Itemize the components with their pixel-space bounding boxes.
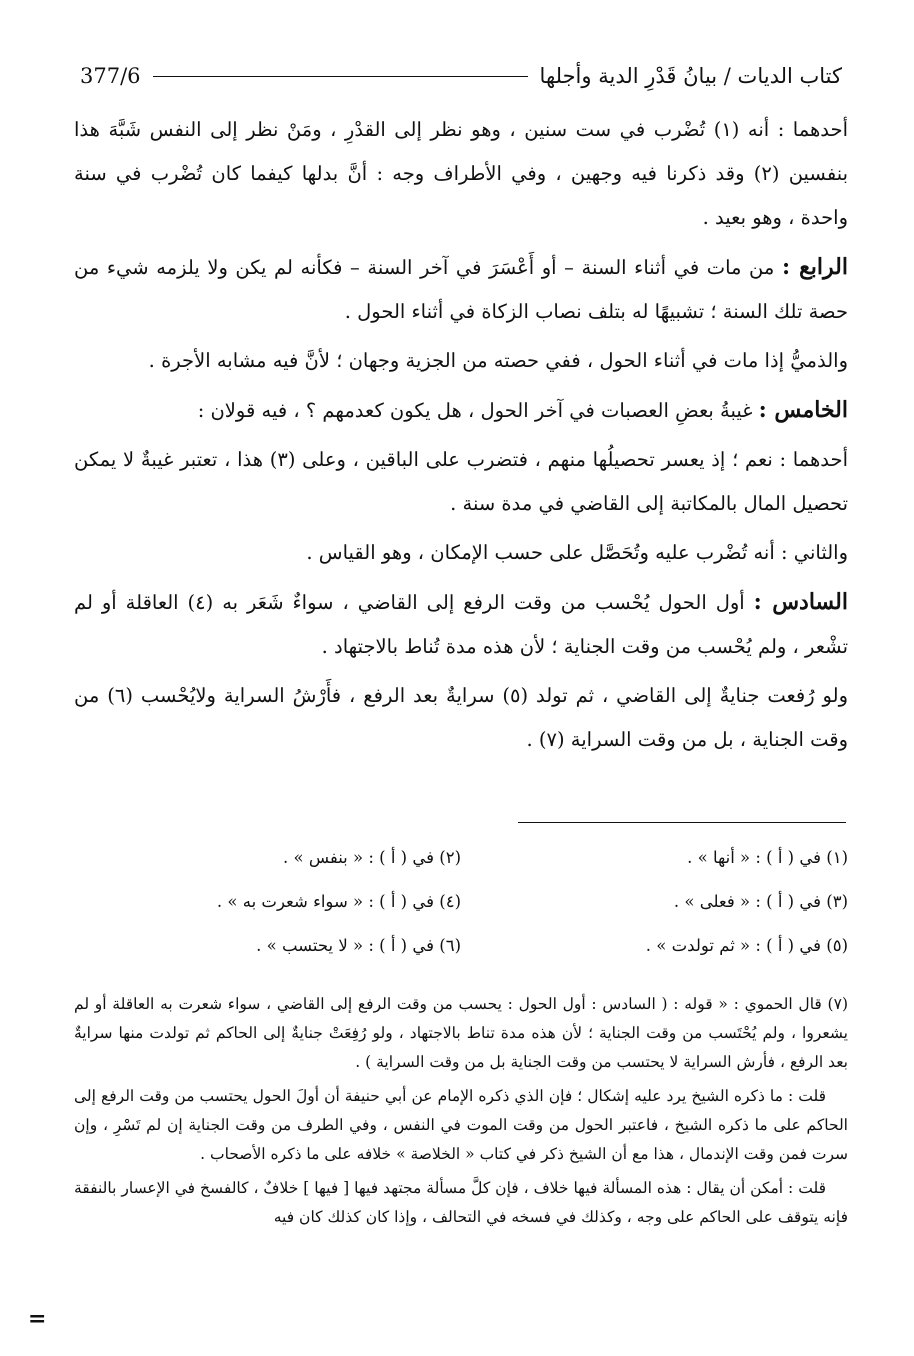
- paragraph-dhimmi: والذميُّ إذا مات في أثناء الحول ، ففي حصته من الجزية وجهان ؛ لأنَّ فيه مشابه الأجرة .: [148, 349, 848, 372]
- continuation-mark: =: [28, 1306, 47, 1332]
- paragraph-4th: [74, 245, 848, 334]
- paragraph-6th: [74, 580, 848, 669]
- footnote-7: (٧) قال الحموي : « قوله : ( السادس : أول الحول : يحسب من وقت الرفع إلى القاضي ، سواء شعرت به العاقلة أو لم يشعروا ، ولم يُحْتَسب من وقت الجناية ؛ لأن هذه مدة تناط بالاجتهاد ، ولو رُفِعَتْ جنايةٌ إلى الحاكم ثم تولدت منها سرايةٌ بعد الرفع ، فأرش السراية لا يحتسب من وقت الجناية بل من وقت السراية ) .: [74, 995, 848, 1071]
- footnote-3: (٣) في ( أ ) : « فعلى » .: [673, 892, 848, 911]
- paragraph-sirayah: ولو رُفعت جنايةٌ إلى القاضي ، ثم تولد (٥) سرايةٌ بعد الرفع ، فأَرْشُ السراية ولايُحْسب (٦) من وقت الجناية ، بل من وقت السراية (٧) .: [74, 684, 848, 751]
- paragraph-1: أحدهما : أنه (١) تُضْرب في ست سنين ، وهو نظر إلى القدْرِ ، ومَنْ نظر إلى النفس شَبَّهَ هذا بنفسين (٢) وقد ذكرنا فيه وجهين ، وفي الأطراف وجه : أنَّ بدلها كيفما كان تُضْرب في سنة واحدة ، وهو بعيد .: [74, 118, 849, 229]
- section-heading-4th: الرابع :: [781, 254, 848, 280]
- paragraph-second-opinion: والثاني : أنه تُضْرب عليه وتُحَصَّل على حسب الإمكان ، وهو القياس .: [306, 541, 848, 564]
- footnote-4: (٤) في ( أ ) : « سواء شعرت به » .: [216, 892, 461, 911]
- footnote-2: (٢) في ( أ ) : « بنفس » .: [282, 848, 461, 867]
- commentary-note-1: قلت : ما ذكره الشيخ يرد عليه إشكال ؛ فإن الذي ذكره الإمام عن أبي حنيفة أن أولَ الحول يحتسب من وقت الرفع إلى الحاكم على ما ذكره الشيخ ، فاعتبر الحول من وقت الموت في النفس ، وفي الطرف من وقت الجناية إن لم تَسْرِ ، وإن سرت فمن وقت الإندمال ، هذا مع أن الشيخ ذكر في كتاب « الخلاصة » خلافه على ما ذكره الأصحاب .: [74, 1087, 848, 1163]
- section-heading-5th: الخامس :: [758, 397, 848, 423]
- running-header: [80, 58, 842, 94]
- paragraph-6th-text: أول الحول يُحْسب من وقت الرفع إلى القاضي ، سواءٌ شَعَر به (٤) العاقلة أو لم تشْعر ، ولم يُحْسب من وقت الجناية ؛ لأن هذه مدة تُناط بالاجتهاد .: [74, 591, 848, 658]
- paragraph-4th-text: من مات في أثناء السنة – أو أَعْسَرَ في آخر السنة – فكأنه لم يكن ولا يلزمه شيء من حصة تلك السنة ؛ تشبيهًا له بتلف نصاب الزكاة في أثناء الحول .: [74, 256, 848, 323]
- footnote-6: (٦) في ( أ ) : « لا يحتسب » .: [256, 936, 461, 955]
- footnote-commentary: [74, 990, 848, 1237]
- paragraph-5th-text: غيبةُ بعضِ العصبات في آخر الحول ، هل يكون كعدمهم ؟ ، فيه قولان :: [197, 399, 753, 422]
- paragraph-first-opinion: أحدهما : نعم ؛ إذ يعسر تحصيلُها منهم ، فتضرب على الباقين ، وعلى (٣) هذا ، تعتبر غيبةٌ لا يمكن تحصيل المال بالمكاتبة إلى القاضي في مدة سنة .: [74, 448, 848, 515]
- page-number: 377/6: [80, 64, 141, 88]
- footnote-1: (١) في ( أ ) : « أنها » .: [687, 848, 848, 867]
- running-title: كتاب الديات / بيانُ قَدْرِ الدية وأجلها: [539, 64, 842, 88]
- header-rule: [153, 76, 528, 77]
- section-heading-6th: السادس :: [753, 589, 848, 615]
- paragraph-5th: [74, 388, 848, 433]
- footnote-variants: [74, 840, 848, 964]
- main-text: [74, 108, 848, 767]
- footnote-5: (٥) في ( أ ) : « ثم تولدت » .: [645, 936, 848, 955]
- footnote-separator: [518, 822, 846, 823]
- commentary-note-2: قلت : أمكن أن يقال : هذه المسألة فيها خلاف ، فإن كلَّ مسألة مجتهد فيها [ فيها ] خلافٌ ، كالفسخ في الإعسار بالنفقة فإنه يتوقف على الحاكم على وجه ، وكذلك في فسخه في التحالف ، وإذا كان كذلك كان فيه: [74, 1179, 848, 1226]
